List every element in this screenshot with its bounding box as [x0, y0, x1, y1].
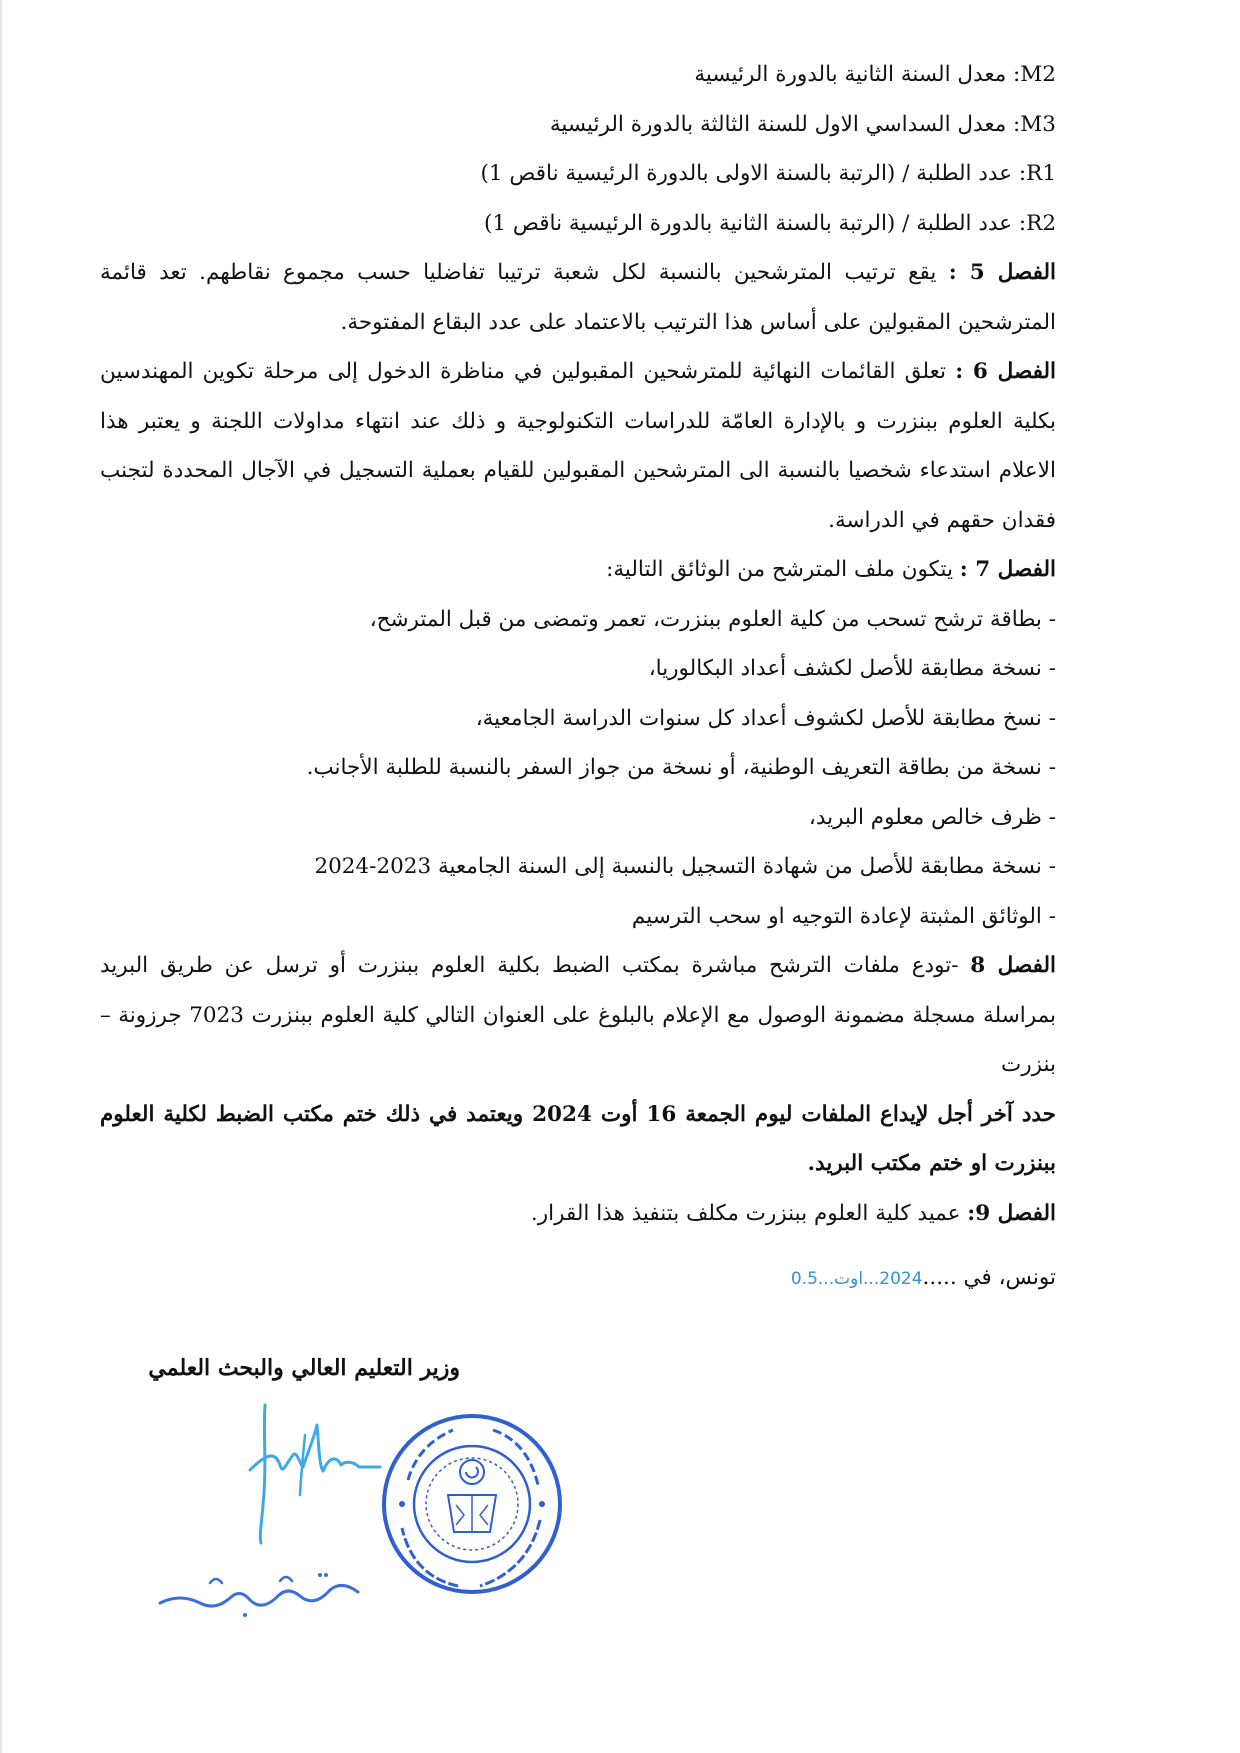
- list-item: - نسخة من بطاقة التعريف الوطنية، أو نسخة من جواز السفر بالنسبة للطلبة الأجانب.: [306, 755, 1056, 780]
- article-7: [100, 545, 1056, 595]
- deadline-notice: حدد آخر أجل لإيداع الملفات ليوم الجمعة 16 أوت 2024 ويعتمد في ذلك ختم مكتب الضبط لكلية العلوم ببنزرت او ختم مكتب البريد.: [100, 1101, 1056, 1176]
- scan-edge: [0, 0, 2, 1753]
- list-item: - نسخة مطابقة للأصل من شهادة التسجيل بالنسبة إلى السنة الجامعية 2023-2024: [314, 854, 1056, 879]
- article-9-text: عميد كلية العلوم ببنزرت مكلف بتنفيذ هذا القرار.: [530, 1200, 968, 1226]
- article-9: [100, 1189, 1056, 1239]
- article-6-text: تعلق القائمات النهائية للمترشحين المقبولين في مناظرة الدخول إلى مرحلة تكوين المهندسين بكلية العلوم ببنزرت و بالإدارة العامّة للدراسات التكنولوجية و ذلك عند انتهاء مداولات اللجنة و يعتبر هذا الاعلام استدعاء شخصيا بالنسبة الى المترشحين المقبولين للقيام بعملية التسجيل في الآجال المحددة لتجنب فقدان حقهم في الدراسة.: [100, 359, 1056, 533]
- definition-m3: M3: معدل السداسي الاول للسنة الثالثة بالدورة الرئيسية: [549, 111, 1056, 137]
- article-5-label: الفصل 5 :: [948, 260, 1057, 285]
- article-7-text: يتكون ملف المترشح من الوثائق التالية:: [606, 557, 960, 582]
- date-line: [791, 1265, 1056, 1290]
- minister-title: وزير التعليم العالي والبحث العلمي: [148, 1355, 460, 1381]
- list-item: - نسخ مطابقة للأصل لكشوف أعداد كل سنوات الدراسة الجامعية،: [475, 705, 1056, 731]
- signatory-name-handwritten: [150, 1563, 370, 1623]
- list-item: - الوثائق المثبتة لإعادة التوجيه او سحب الترسيم: [631, 903, 1056, 929]
- article-6: [100, 347, 1056, 545]
- definition-m2: M2: معدل السنة الثانية بالدورة الرئيسية: [694, 62, 1056, 87]
- handwritten-date: 2024...اوت...0.5: [790, 1269, 923, 1289]
- definition-r2: R2: عدد الطلبة / (الرتبة بالسنة الثانية بالدورة الرئيسية ناقص 1): [484, 210, 1056, 236]
- article-5: [100, 248, 1056, 347]
- list-item: - نسخة مطابقة للأصل لكشف أعداد البكالوريا،: [648, 656, 1056, 681]
- article-8-text: -تودع ملفات الترشح مباشرة بمكتب الضبط بكلية العلوم ببنزرت أو ترسل عن طريق البريد بمراسلة مسجلة مضمونة الوصول مع الإعلام بالبلوغ على العنوان التالي كلية العلوم ببنزرت 7023 جرزونة – بنزرت: [100, 953, 1056, 1077]
- article-8-label: الفصل 8: [970, 953, 1057, 978]
- definition-r1: R1: عدد الطلبة / (الرتبة بالسنة الاولى بالدورة الرئيسية ناقص 1): [480, 161, 1056, 186]
- article-7-label: الفصل 7 :: [959, 557, 1056, 582]
- document-body: [100, 50, 1056, 1238]
- article-6-label: الفصل 6 :: [955, 359, 1057, 384]
- signature-mark: [245, 1395, 385, 1545]
- list-item: - بطاقة ترشح تسحب من كلية العلوم ببنزرت، تعمر وتمضى من قبل المترشح،: [369, 606, 1056, 632]
- list-item: - ظرف خالص معلوم البريد،: [808, 804, 1056, 830]
- article-8: [100, 941, 1056, 1090]
- article-5-text: يقع ترتيب المترشحين بالنسبة لكل شعبة ترتيبا تفاضليا حسب مجموع نقاطهم. تعد قائمة المترشحين المقبولين على أساس هذا الترتيب بالاعتماد على عدد البقاع المفتوحة.: [100, 260, 1056, 335]
- article-9-label: الفصل 9:: [967, 1200, 1056, 1226]
- date-prefix: تونس، في .....: [922, 1265, 1056, 1290]
- official-stamp: [378, 1410, 566, 1598]
